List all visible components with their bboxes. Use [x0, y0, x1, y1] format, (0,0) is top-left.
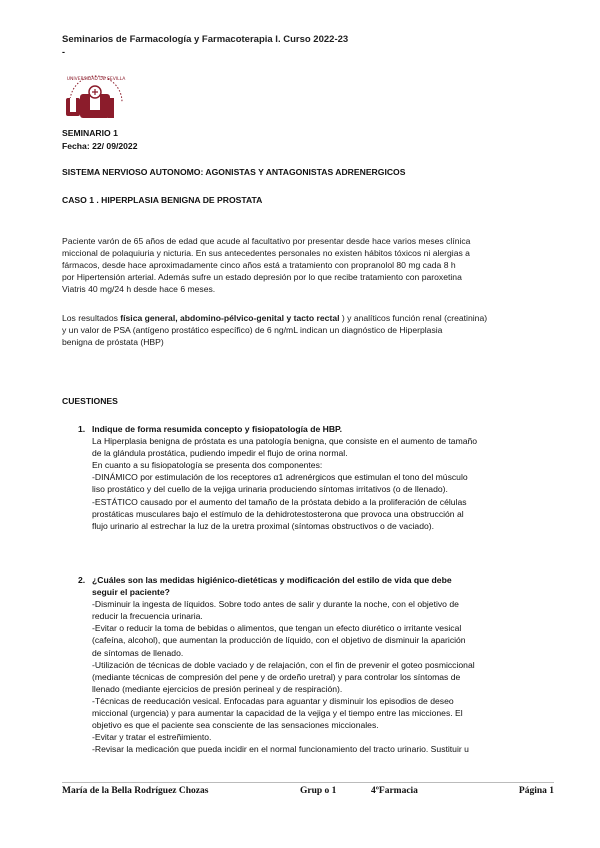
page-footer — [62, 786, 554, 800]
answer-line: -Evitar o reducir la toma de bebidas o alimentos, que tengan un efecto diurético o irritante vesical — [92, 623, 462, 634]
case-paragraph-2 — [62, 312, 552, 348]
questions-heading: CUESTIONES — [62, 396, 118, 406]
answer-line: -Revisar la medicación que pueda incidir en el normal funcionamiento del tracto urinario. Sustituir u — [92, 744, 469, 755]
answer-line: liso prostático y del cuello de la vejiga urinaria produciendo síntomas irritativos (o de llenado). — [92, 484, 448, 495]
seal-ring-text: UNIVERSIDAD DE SEVILLA — [66, 77, 126, 82]
answer-line: -Utilización de técnicas de doble vaciado y de relajación, con el fin de prevenir el goteo posmiccional — [92, 659, 475, 670]
seminar-date: Fecha: 22/ 09/2022 — [62, 141, 138, 151]
case-paragraph-1 — [62, 235, 552, 295]
paragraph-line — [62, 312, 552, 324]
question-title: ¿Cuáles son las medidas higiénico-dietéticas y modificación del estilo de vida que debe — [92, 575, 452, 585]
answer-line: reducir la frecuencia urinaria. — [92, 611, 203, 622]
answer-line: flujo urinario al estrechar la luz de la uretra proximal (síntomas obstructivos o de vaciado). — [92, 520, 434, 531]
answer-line: (cafeína, alcohol), que aumentan la producción de líquido, con el objetivo de disminuir la aparición — [92, 635, 466, 646]
footer-course: 4ºFarmacia — [371, 786, 418, 796]
paragraph-line: fármacos, desde hace aproximadamente cinco años está a tratamiento con propranolol 80 mg cada 8 h — [62, 260, 456, 271]
footer-group: Grup o 1 — [300, 786, 337, 796]
header-dash: - — [62, 47, 65, 57]
answer-line: de síntomas de llenado. — [92, 647, 184, 658]
question-number: 1. — [78, 424, 86, 434]
paragraph-line: Viatris 40 mg/24 h desde hace 6 meses. — [62, 284, 216, 295]
paragraph-text: ) y analíticos función renal (creatinina) — [339, 313, 488, 323]
question-title: seguir el paciente? — [92, 587, 170, 598]
university-seal-icon — [62, 72, 130, 124]
answer-line: -Disminuir la ingesta de líquidos. Sobre todo antes de salir y durante la noche, con el objetivo de — [92, 599, 459, 610]
answer-line: llenado (mediante ejercicios de presión perineal y de respiración). — [92, 683, 343, 694]
paragraph-bold-text: física general, abdomino-pélvico-genital y tacto rectal — [120, 313, 340, 323]
paragraph-line: por Hipertensión arterial. Además sufre un estado depresión por lo que recibe tratamiento con paroxetina — [62, 272, 462, 283]
paragraph-line: benigna de próstata (HBP) — [62, 337, 164, 348]
question-number: 2. — [78, 575, 86, 585]
answer-line: (mediante técnicas de compresión del pene y de ordeño uretral) y para controlar los síntomas de — [92, 671, 461, 682]
page-header: Seminarios de Farmacología y Farmacoterapia I. Curso 2022-23 — [62, 34, 349, 45]
answer-line: En cuanto a su fisiopatología se presenta dos componentes: — [92, 460, 323, 471]
answer-line: objetivo es que el paciente sea consciente de las sensaciones miccionales. — [92, 720, 379, 731]
answer-line: -ESTÁTICO causado por el aumento del tamaño de la próstata debido a la proliferación de células — [92, 496, 467, 507]
paragraph-text: Los resultados — [62, 313, 121, 323]
footer-divider — [62, 782, 554, 783]
case-title: CASO 1 . HIPERPLASIA BENIGNA DE PROSTATA — [62, 195, 263, 205]
document-title: SISTEMA NERVIOSO AUTONOMO: AGONISTAS Y ANTAGONISTAS ADRENERGICOS — [62, 167, 406, 177]
answer-line: prostáticas musculares bajo el estímulo de la dehidrotestosterona que provoca una obstrucción al — [92, 508, 464, 519]
answer-line: -Evitar y tratar el estreñimiento. — [92, 732, 212, 743]
seminar-label: SEMINARIO 1 — [62, 128, 118, 138]
answer-line: de la glándula prostática, pudiendo impedir el flujo de orina normal. — [92, 448, 348, 459]
answer-line: -DINÁMICO por estimulación de los receptores α1 adrenérgicos que estimulan el tono del músculo — [92, 472, 468, 483]
question-1 — [78, 423, 554, 532]
question-2 — [78, 574, 554, 755]
seminar-info — [62, 127, 138, 153]
answer-line: miccional (urgencia) y para aumentar la capacidad de la vejiga y el tiempo entre las micciones. El — [92, 708, 463, 719]
paragraph-line: Paciente varón de 65 años de edad que acude al facultativo por presentar desde hace varios meses clínica — [62, 236, 471, 246]
answer-line: La Hiperplasia benigna de próstata es una patología benigna, que consiste en el aumento de tamaño — [92, 436, 478, 447]
paragraph-line: y un valor de PSA (antígeno prostático específico) de 6 ng/mL indican un diagnóstico de Hiperplasia — [62, 325, 443, 336]
question-title: Indique de forma resumida concepto y fisiopatología de HBP. — [92, 424, 343, 434]
paragraph-line: miccional de polaquiuria y nicturia. En sus antecedentes personales no existen hábitos tóxicos ni alergias a — [62, 248, 470, 259]
footer-author: María de la Bella Rodríguez Chozas — [62, 786, 209, 796]
footer-page-number: Página 1 — [518, 786, 554, 796]
answer-line: -Técnicas de reeducación vesical. Enfocadas para aguantar y disminuir los episodios de deseo — [92, 695, 454, 706]
